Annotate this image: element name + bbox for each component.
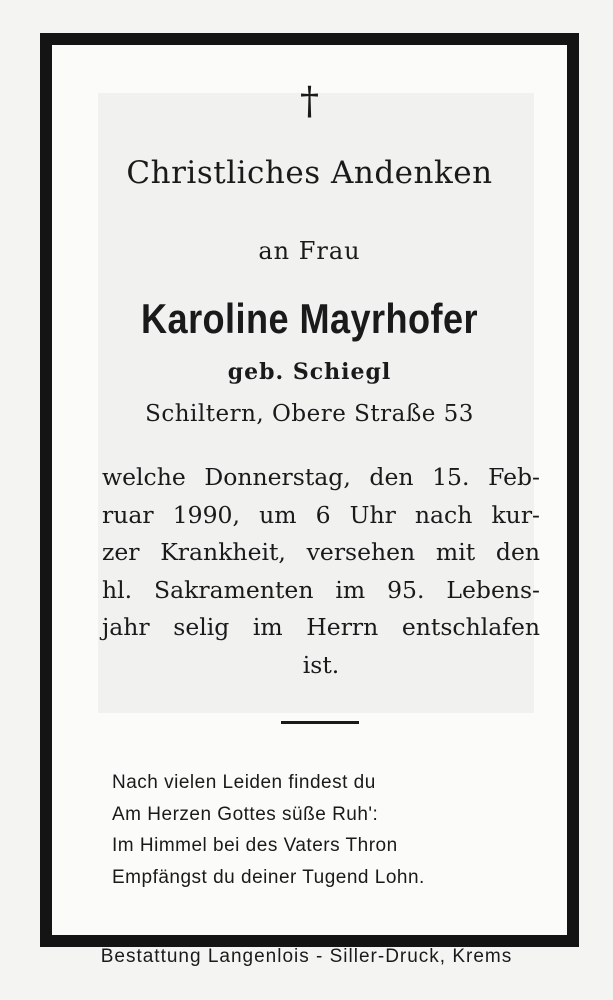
printer-footer: Bestattung Langenlois - Siller-Druck, Krems: [100, 946, 513, 967]
name-prefix: an Frau: [258, 237, 361, 265]
maiden-name: geb. Schiegl: [227, 359, 392, 385]
address: Schiltern, Obere Straße 53: [145, 401, 474, 427]
body-line: jahr selig im Herrn entschlafen: [102, 613, 540, 641]
death-notice-text: [102, 459, 540, 684]
body-line: zer Krankheit, versehen mit den: [102, 538, 540, 566]
body-line: ist.: [302, 650, 340, 679]
verse-line: Am Herzen Gottes süße Ruh':: [112, 803, 379, 825]
divider-line: [281, 721, 359, 724]
verse-line: Nach vielen Leiden findest du: [112, 772, 376, 793]
body-line: hl. Sakramenten im 95. Lebens-: [102, 575, 540, 604]
body-line: ruar 1990, um 6 Uhr nach kur-: [102, 500, 540, 529]
body-line: welche Donnerstag, den 15. Feb-: [102, 463, 540, 491]
black-border-frame: [40, 33, 579, 947]
verse-line: Im Himmel bei des Vaters Thron: [112, 835, 398, 856]
verse-line: Empfängst du deiner Tugend Lohn.: [112, 866, 425, 888]
cross-icon: †: [300, 79, 319, 123]
deceased-name: Karoline Mayrhofer: [141, 295, 478, 342]
memorial-verse: [112, 767, 532, 893]
heading: Christliches Andenken: [126, 155, 493, 191]
